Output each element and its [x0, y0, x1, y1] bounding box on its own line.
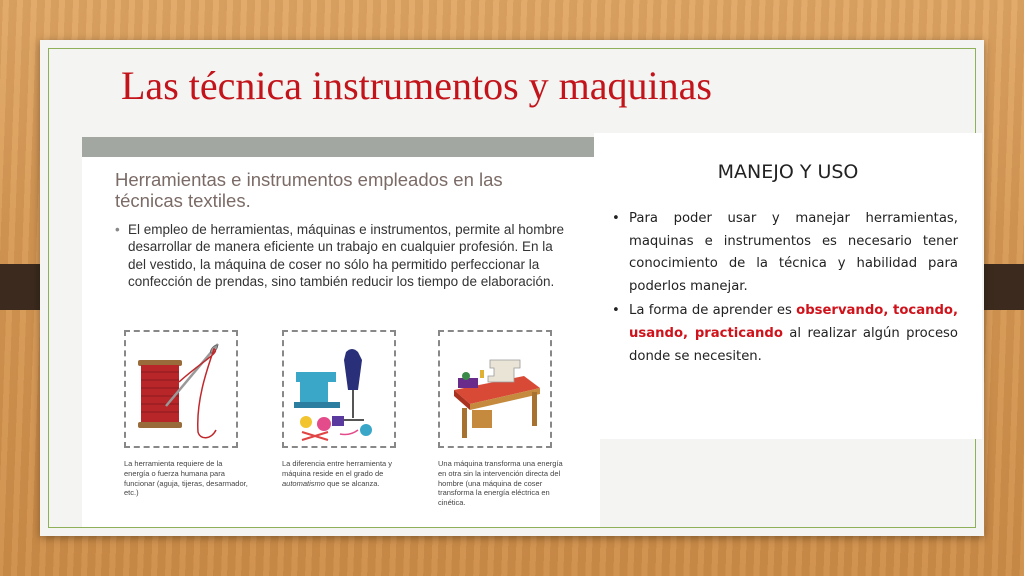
caption-tool: La herramienta requiere de la energía o fuerza humana para funcionar (aguja, tijeras, desarmador, etc.): [124, 459, 248, 498]
sewing-machine-image: [438, 330, 552, 448]
caption-difference: [282, 459, 407, 488]
thread-spool-needle-image: [124, 330, 238, 448]
right-content-panel: [594, 133, 982, 439]
bullet-icon: •: [612, 211, 620, 226]
list-item-suffix: al realizar algún proceso donde se necesiten.: [629, 325, 958, 364]
bullet-icon: •: [115, 222, 120, 237]
sewing-tools-image: [282, 330, 396, 448]
caption-difference-tail: que se alcanza.: [324, 478, 380, 488]
right-panel-heading: MANEJO Y USO: [717, 161, 859, 183]
sewing-machine-icon: [440, 332, 550, 446]
paragraph-text: El empleo de herramientas, máquinas e instrumentos, permite al hombre desarrollar de manera eficiente un trabajo en cualquier profesión. En la del vestido, la máquina de coser no sólo ha permitido perfeccionar la confección de prendas, sino también reducir los tiempo de elaboración.: [128, 222, 564, 289]
slide-title: Las técnica instrumentos y maquinas: [121, 63, 712, 108]
left-panel-paragraph: [115, 221, 568, 290]
binder-strap-right: [978, 264, 1024, 310]
caption-machine: Una máquina transforma una energía en otra sin la intervención directa del hombre (una máquina de coser transforma la energía eléctrica en cinética.: [438, 459, 563, 508]
right-panel-list: [612, 208, 958, 370]
list-item-prefix: La forma de aprender es: [629, 303, 797, 319]
caption-difference-emphasis: automatismo: [282, 478, 325, 488]
sewing-tools-icon: [284, 332, 394, 446]
slide: [40, 40, 984, 536]
list-item-text: Para poder usar y manejar herramientas, maquinas e instrumentos es necesario tener conocimiento de la técnica y habilidad para poderlos manejar.: [629, 211, 958, 294]
bullet-icon: •: [612, 303, 620, 319]
thread-spool-icon: [126, 332, 236, 446]
list-item: [612, 300, 958, 368]
list-item: [612, 208, 958, 298]
left-panel-heading: Herramientas e instrumentos empleados en las técnicas textiles.: [115, 169, 503, 211]
highlighted-text: observando, tocando, usando, practicando: [629, 303, 958, 341]
panel-top-bar: [82, 137, 600, 157]
caption-difference-text: La diferencia entre herramienta y máquina reside en el grado de: [282, 459, 393, 478]
left-content-panel: [82, 137, 600, 527]
